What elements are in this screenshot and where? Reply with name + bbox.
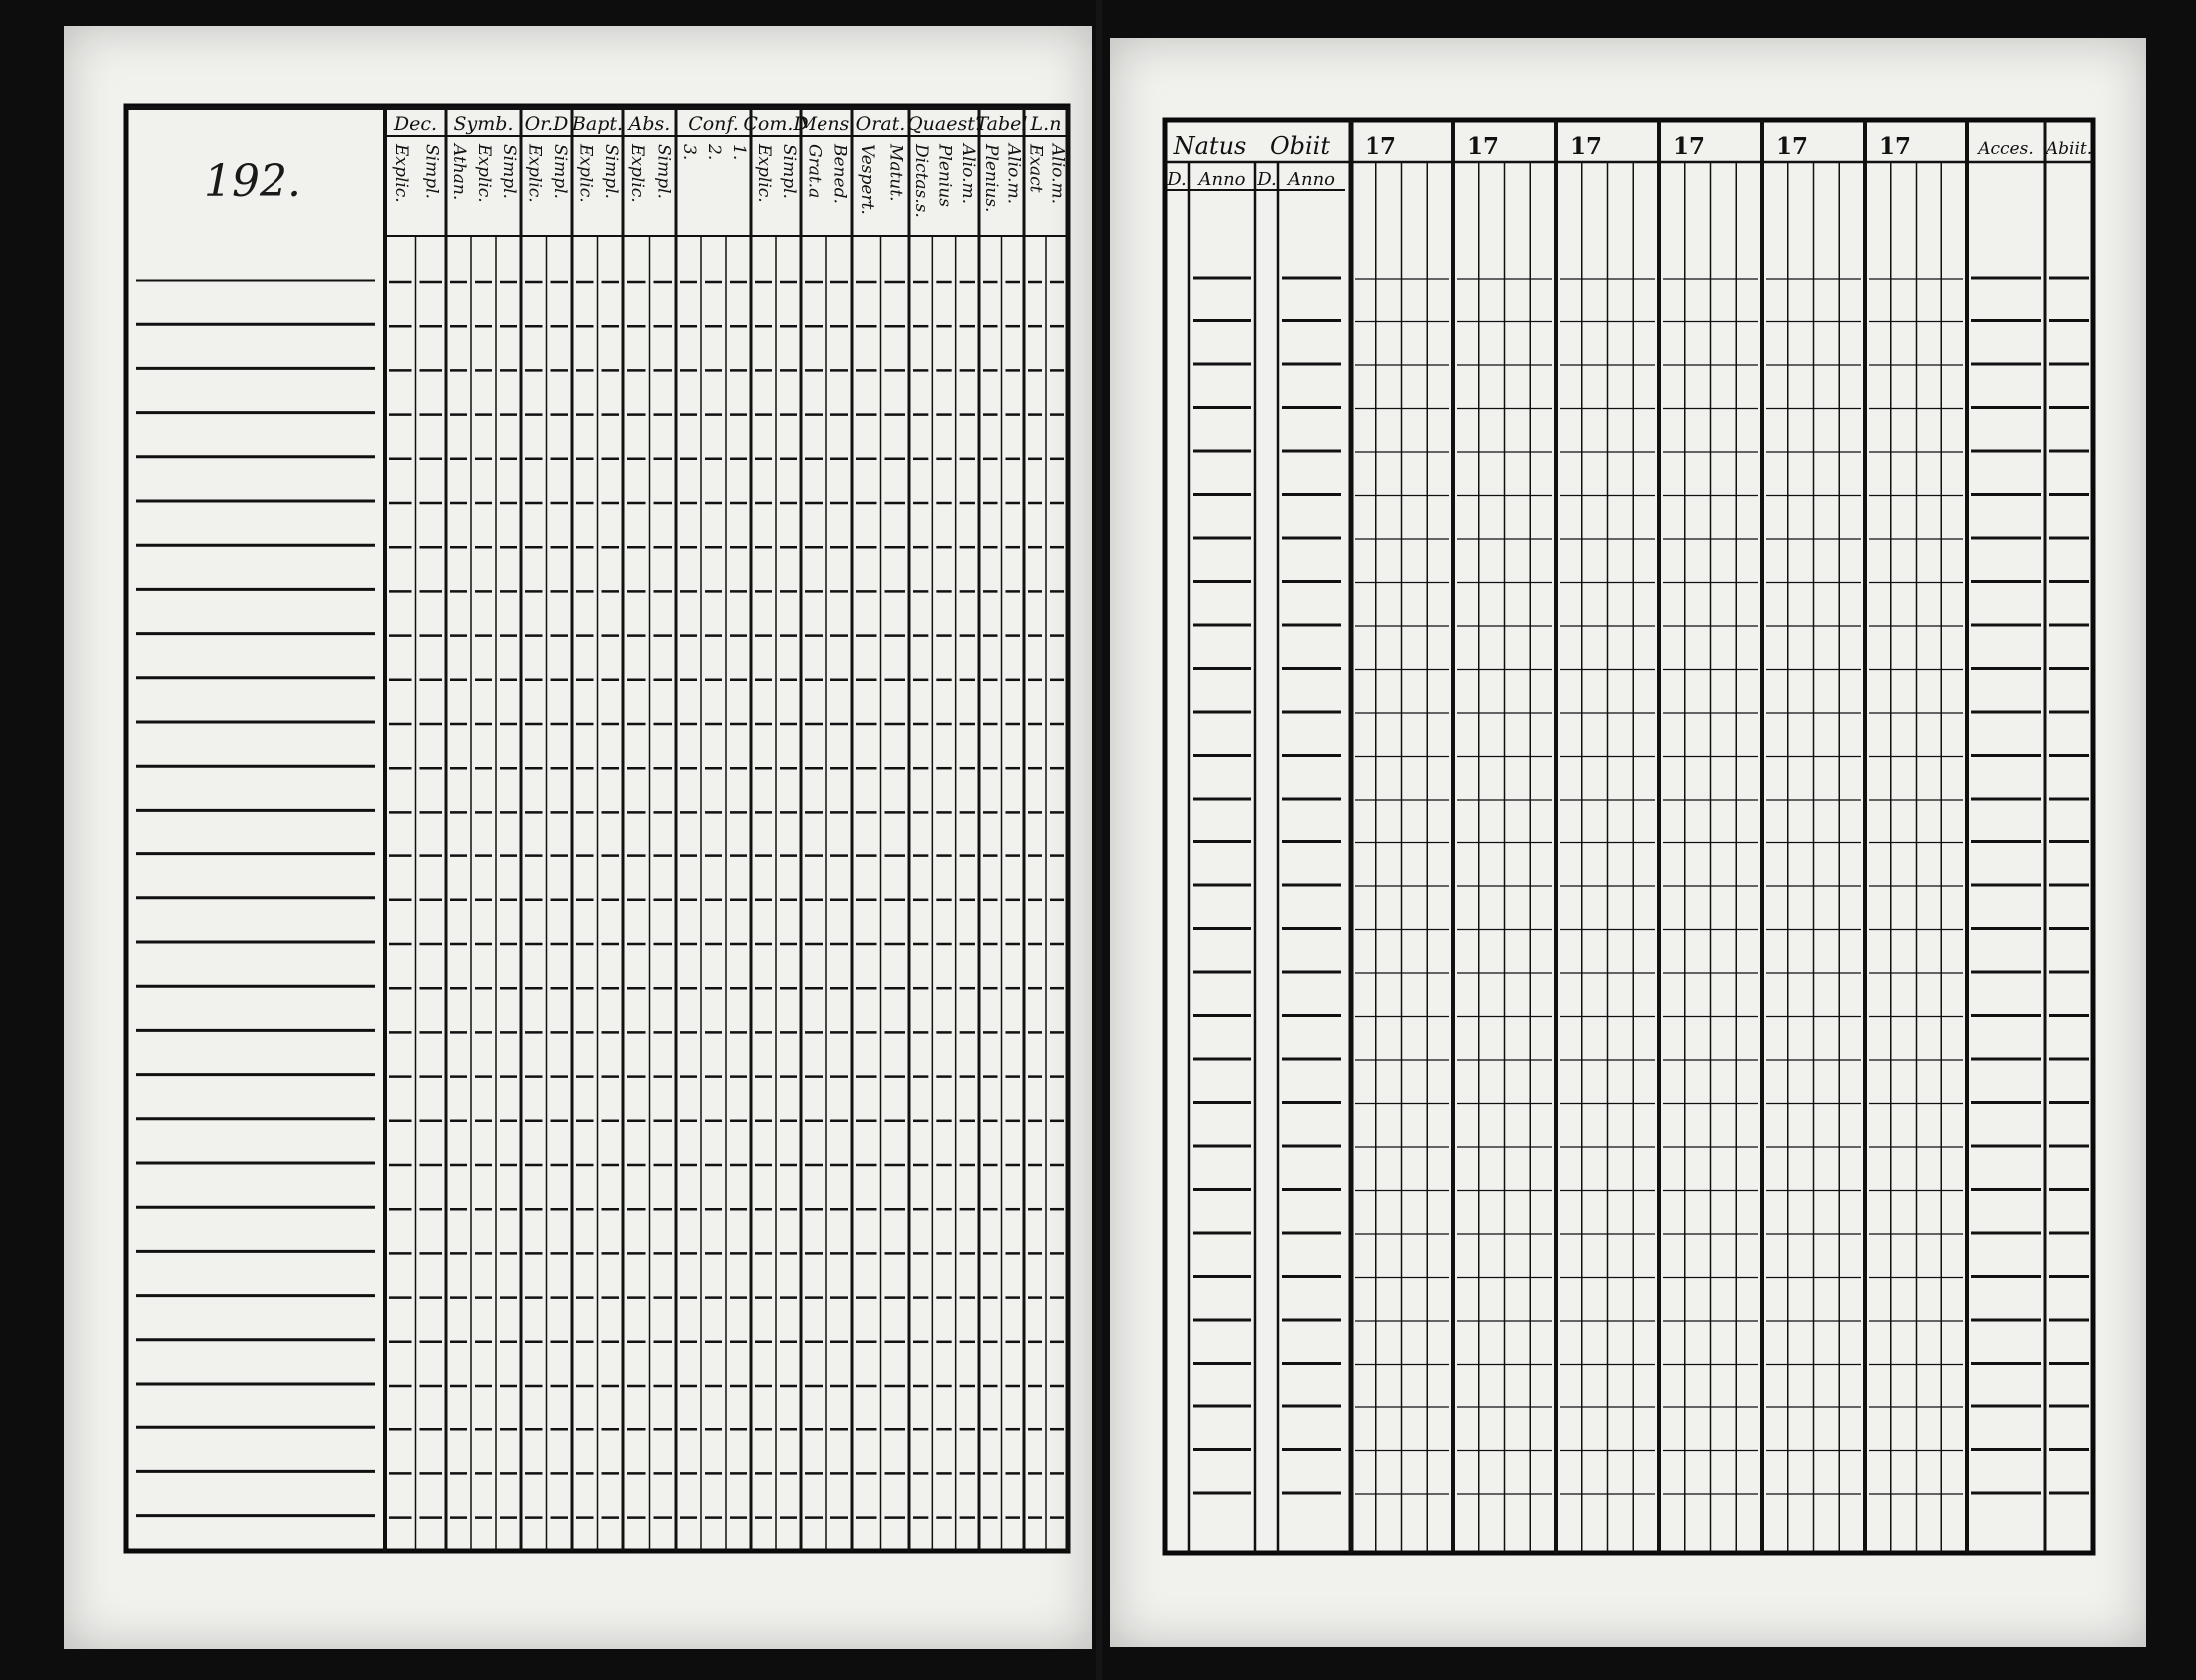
column-header: Conf. — [688, 113, 739, 135]
sub-column-label: Explic. — [626, 144, 647, 203]
sub-column-label: Simpl. — [421, 144, 442, 199]
column-header: Or.D — [524, 113, 569, 135]
sub-column-label: Plenius — [934, 144, 955, 207]
column-header: Symb. — [453, 113, 514, 135]
sub-column-label: Explic. — [524, 144, 545, 203]
sub-column-label: Simpl. — [653, 144, 674, 199]
right-page — [1110, 38, 2146, 1647]
sub-column-label: Plenius. — [980, 144, 1001, 213]
sub-column-label: Alio.m. — [1047, 144, 1068, 205]
accessit-header: Acces. — [1978, 139, 2034, 159]
natus-day-label: D. — [1167, 169, 1187, 190]
column-header: Orat. — [855, 113, 906, 135]
sub-column-label: Bened. — [829, 144, 850, 204]
sub-column-label: Simpl. — [549, 144, 570, 199]
outer-frame — [1165, 120, 2093, 1553]
column-header: Tabel — [975, 113, 1028, 135]
left-page — [64, 26, 1092, 1649]
sub-column-label: Alio.m. — [1003, 144, 1024, 205]
book-spine — [1096, 0, 1102, 1680]
column-header: Quaest. — [907, 113, 981, 135]
sub-column-label: 2. — [704, 144, 724, 161]
sub-column-label: Vespert. — [856, 144, 877, 215]
sub-column-label: Dictas.s. — [911, 144, 932, 218]
column-header: Mens. — [797, 113, 856, 135]
column-header: Abs. — [628, 113, 671, 135]
sub-column-label: Explic. — [390, 144, 411, 203]
column-header: Dec. — [393, 113, 438, 135]
year-header: 17 — [1365, 133, 1397, 160]
year-header: 17 — [1776, 133, 1809, 160]
sub-column-label: Matut. — [885, 144, 906, 202]
year-header: 17 — [1879, 133, 1912, 160]
sub-column-label: Alio.m. — [957, 144, 978, 205]
sub-column-label: Simpl. — [600, 144, 621, 199]
page-number: 192. — [204, 156, 301, 207]
sub-column-label: Simpl. — [499, 144, 519, 199]
sub-column-label: 1. — [729, 144, 749, 161]
sub-column-label: Explic. — [474, 144, 494, 203]
natus-year-label: Anno — [1198, 169, 1246, 190]
sub-column-label: Simpl. — [779, 144, 799, 199]
right-register-grid — [1110, 38, 2146, 1647]
left-register-grid — [64, 26, 1092, 1649]
obiit-header: Obiit — [1269, 132, 1331, 160]
sub-column-label: Exact — [1025, 144, 1046, 193]
year-header: 17 — [1570, 133, 1603, 160]
sub-column-label: Athan. — [449, 144, 469, 201]
column-header: Com.D — [743, 113, 809, 135]
year-header: 17 — [1673, 133, 1706, 160]
obiit-day-label: D. — [1257, 169, 1277, 190]
obiit-year-label: Anno — [1287, 169, 1336, 190]
sub-column-label: Grat.a — [804, 144, 824, 199]
column-header: L.n — [1030, 113, 1062, 135]
sub-column-label: Explic. — [575, 144, 596, 203]
sub-column-label: 3. — [679, 144, 699, 161]
natus-header: Natus — [1173, 132, 1247, 160]
year-header: 17 — [1467, 133, 1500, 160]
abiit-header: Abiit. — [2045, 139, 2093, 159]
sub-column-label: Explic. — [754, 144, 774, 203]
column-header: Bapt. — [571, 113, 624, 135]
